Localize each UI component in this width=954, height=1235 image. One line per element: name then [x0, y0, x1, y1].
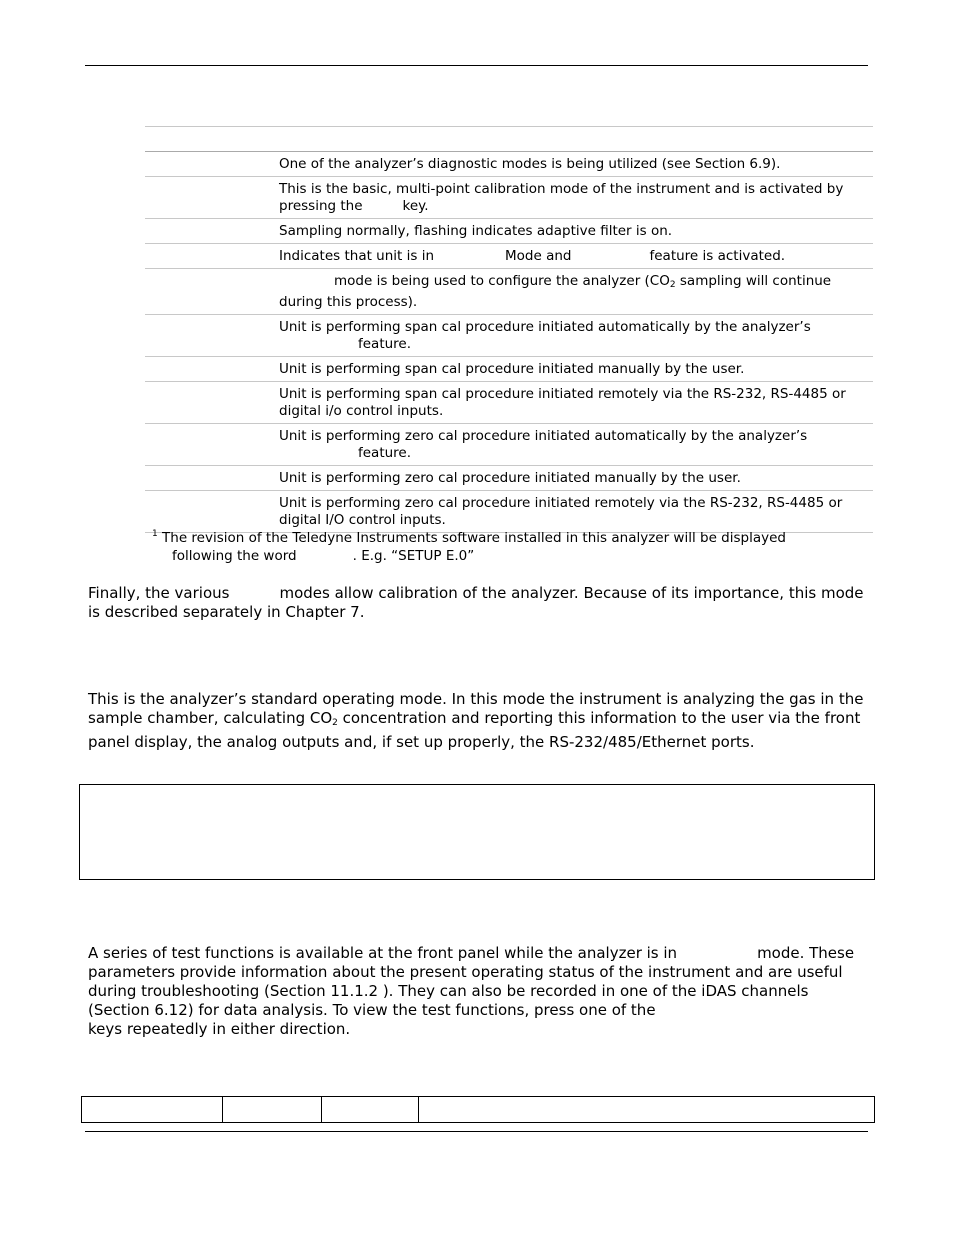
mode-description: One of the analyzer’s diagnostic modes is being utilized (see Section 6.9). — [279, 156, 781, 172]
header-rule — [85, 65, 868, 66]
table-row — [145, 244, 873, 269]
table-row — [145, 382, 873, 424]
table-cell — [82, 1097, 223, 1122]
mode-description: Unit is performing span cal procedure initiated remotely via the RS-232, RS-4485 or digital i/o control inputs. — [279, 386, 846, 419]
table-cell — [223, 1097, 322, 1122]
mode-description: mode is being used to configure the analyzer ($CO_2$ sampling will continue during this process). — [279, 273, 832, 310]
mode-description: Unit is performing zero cal procedure initiated remotely via the RS-232, RS-4485 or digital I/O control inputs. — [279, 495, 843, 528]
table-row — [145, 315, 873, 357]
test-functions-table-header — [81, 1096, 875, 1123]
table-row — [145, 219, 873, 244]
mode-table — [145, 126, 873, 533]
footnote-mark: 1 — [152, 529, 158, 539]
test-functions-paragraph: A series of test functions is available at the front panel while the analyzer is in mode. These parameters provide information about the present operating status of the instrument and are useful during troubleshooting (Section 11.1.2 ). They can also be recorded in one of the iDAS channels (Section 6.12) for data analysis. To view the test functions, press one of the keys repeatedly in either direction. — [88, 944, 855, 1038]
mode-description: Unit is performing span cal procedure initiated manually by the user. — [279, 361, 745, 377]
table-header-row — [145, 127, 873, 152]
mode-description: Unit is performing span cal procedure initiated automatically by the analyzer’s feature. — [279, 319, 811, 352]
table-footnote: $^1$ The revision of the Teledyne Instruments software installed in this analyzer will be displayed following the word . E.g. “SETUP E.0” — [152, 529, 786, 564]
mode-description: This is the basic, multi-point calibration mode of the instrument and is activated by pressing the key. — [279, 181, 844, 214]
footer-rule — [85, 1131, 868, 1132]
sample-mode-paragraph: This is the analyzer’s standard operating mode. In this mode the instrument is analyzing the gas in the sample chamber, calculating $CO_2$ concentration and reporting this information to the user via the front panel display, the analog outputs and, if set up properly, the RS-232/485/Ethernet ports. — [88, 690, 864, 751]
table-row — [145, 269, 873, 315]
mode-description: Sampling normally, flashing indicates adaptive filter is on. — [279, 223, 673, 239]
calibration-paragraph: Finally, the various modes allow calibration of the analyzer. Because of its importance, this mode is described separately in Chapter 7. — [88, 584, 864, 621]
table-row — [145, 177, 873, 219]
mode-description: Unit is performing zero cal procedure initiated manually by the user. — [279, 470, 741, 486]
table-cell — [419, 1097, 874, 1122]
table-cell — [322, 1097, 419, 1122]
table-row — [145, 357, 873, 382]
table-row — [145, 466, 873, 491]
mode-description: Unit is performing zero cal procedure initiated automatically by the analyzer’s feature. — [279, 428, 808, 461]
table-row — [145, 424, 873, 466]
note-box — [79, 784, 875, 880]
mode-description: Indicates that unit is in Mode and feature is activated. — [279, 248, 786, 264]
table-row — [145, 152, 873, 177]
